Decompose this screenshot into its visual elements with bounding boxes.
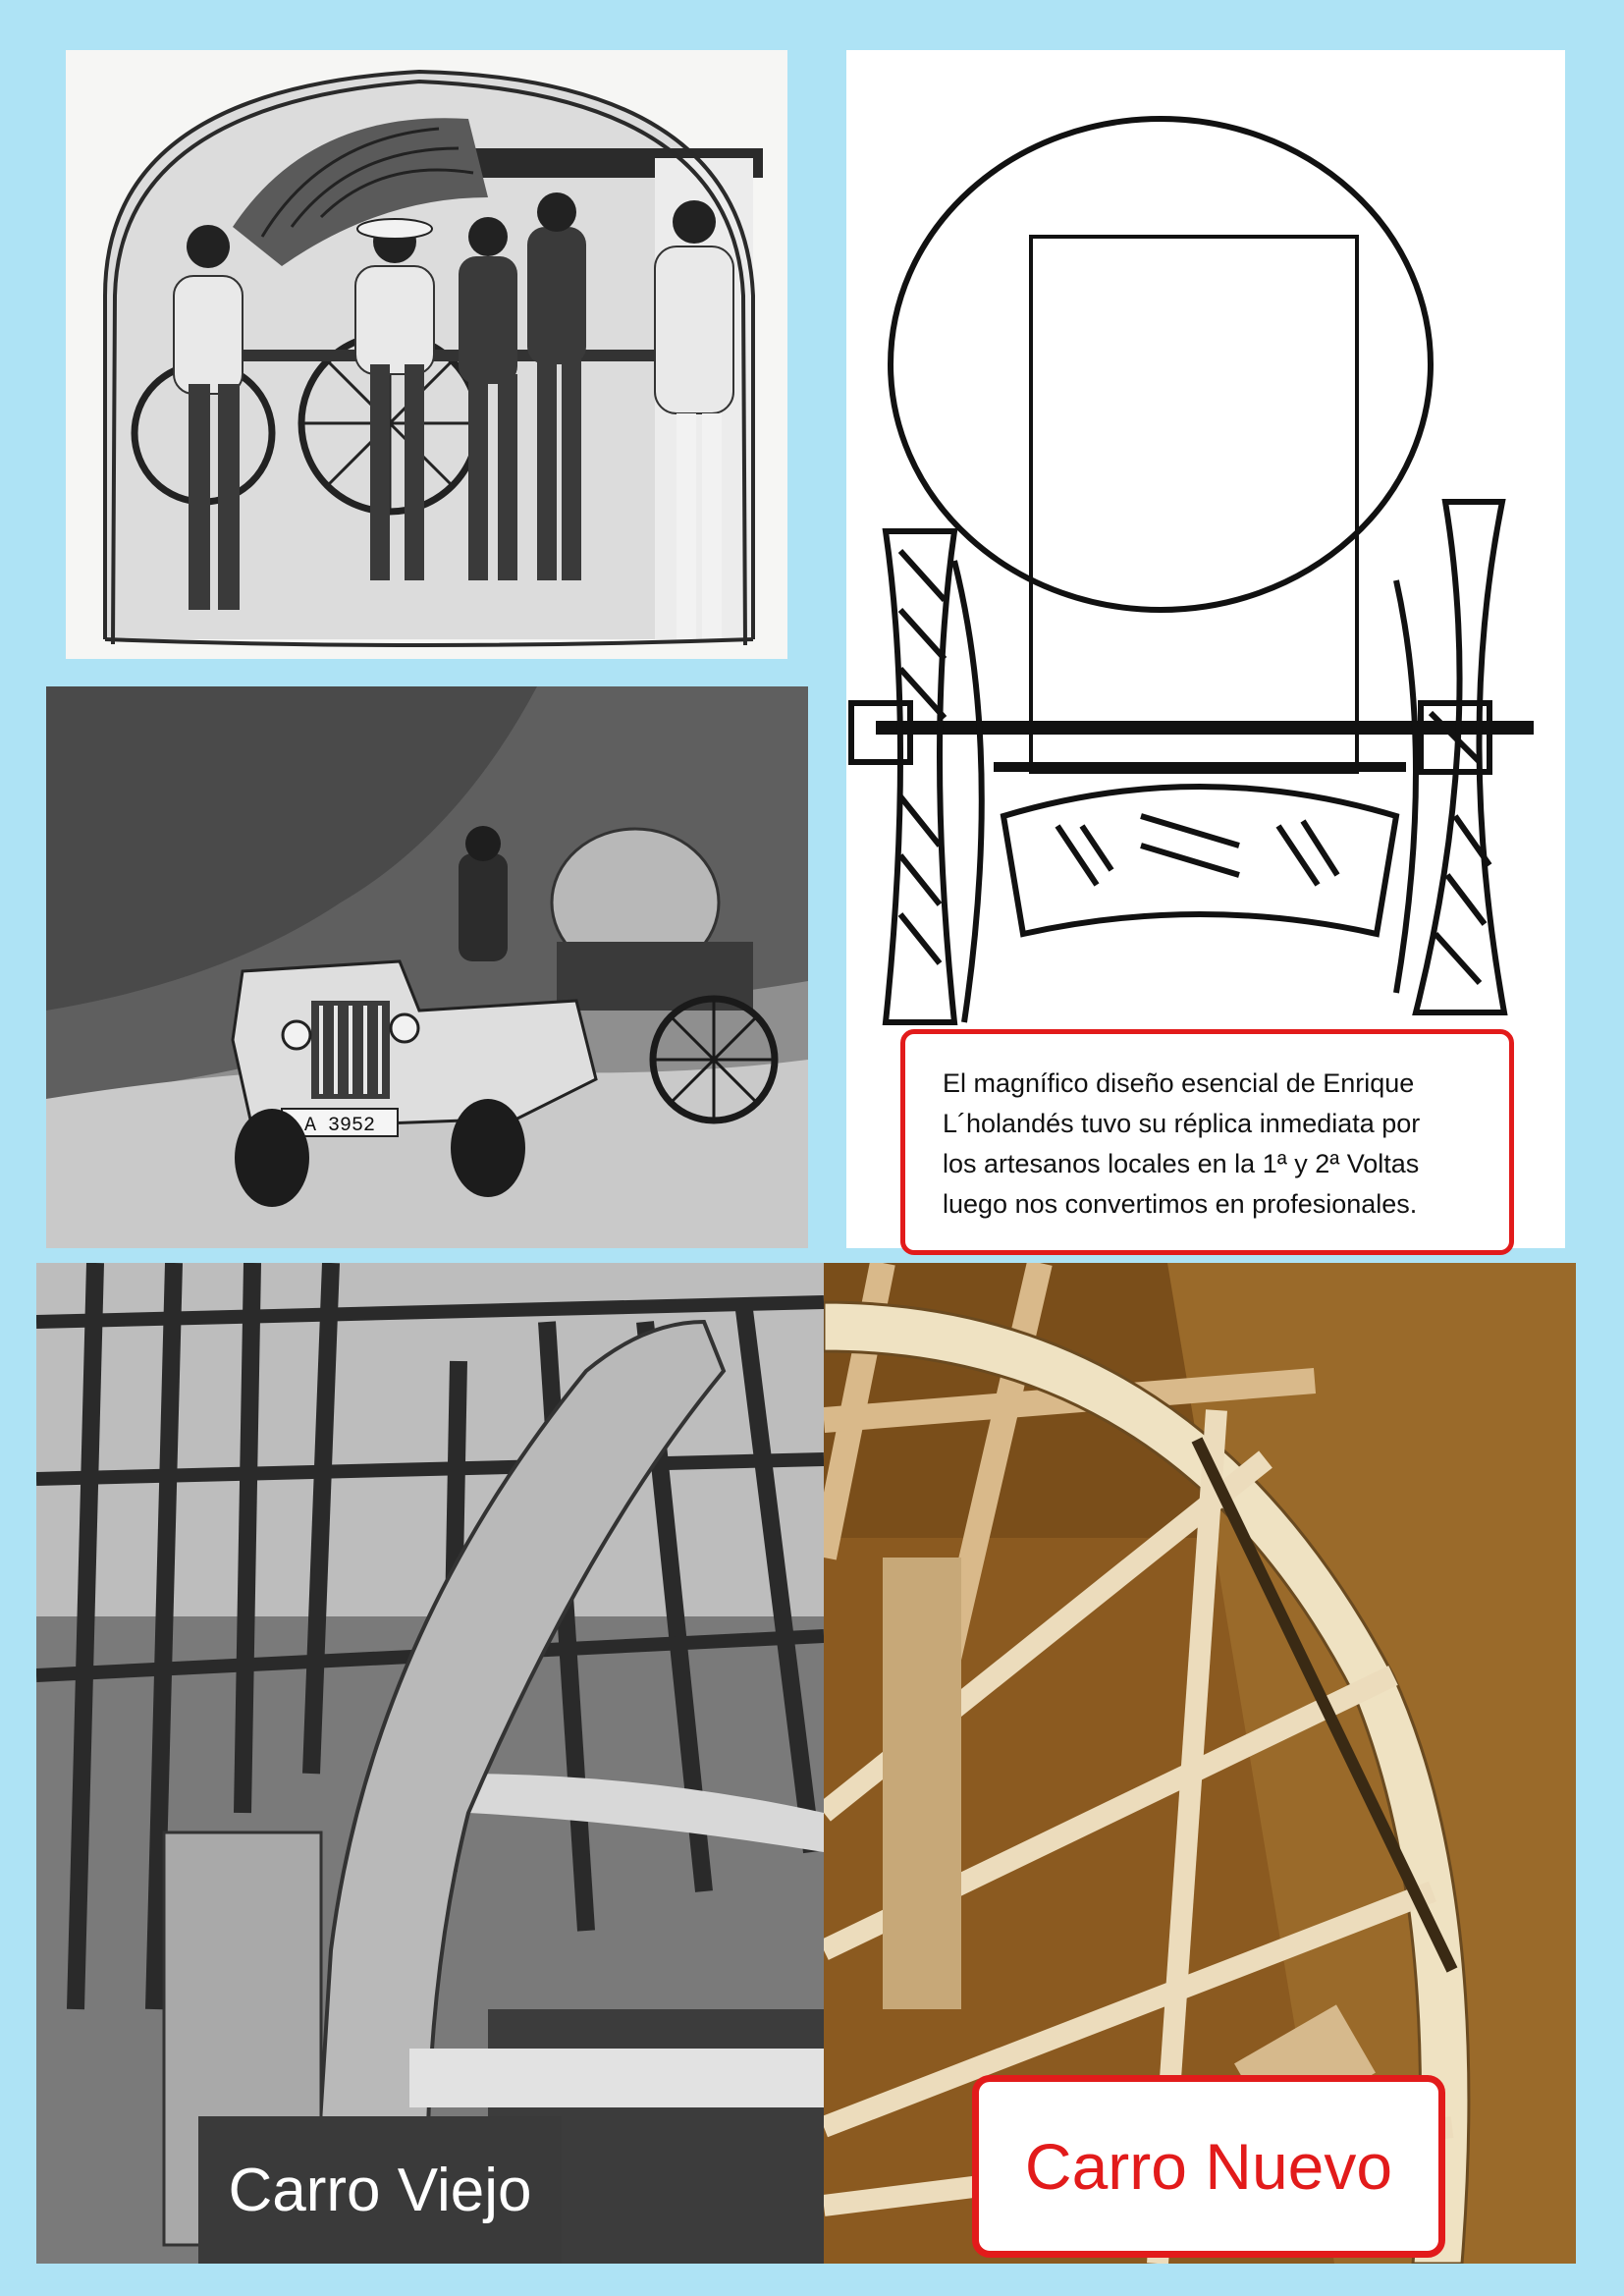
photo-cart-builders — [66, 50, 787, 659]
caption-line-1: El magnífico diseño esencial de Enrique — [943, 1068, 1415, 1098]
photo-jeep-towing-cart — [46, 686, 808, 1248]
jeep-license-plate: A 3952 — [303, 1115, 376, 1137]
label-new-cart: Carro Nuevo — [972, 2075, 1445, 2258]
photo-old-cart-wheel — [36, 1263, 824, 2264]
caption-box — [900, 1029, 1514, 1255]
label-old-cart: Carro Viejo — [198, 2116, 562, 2264]
caption-line-3: los artesanos locales en la 1ª y 2ª Voltas — [943, 1149, 1420, 1178]
caption-line-2: L´holandés tuvo su réplica inmediata por — [943, 1109, 1421, 1138]
caption-line-4: luego nos convertimos en profesionales. — [943, 1189, 1418, 1219]
